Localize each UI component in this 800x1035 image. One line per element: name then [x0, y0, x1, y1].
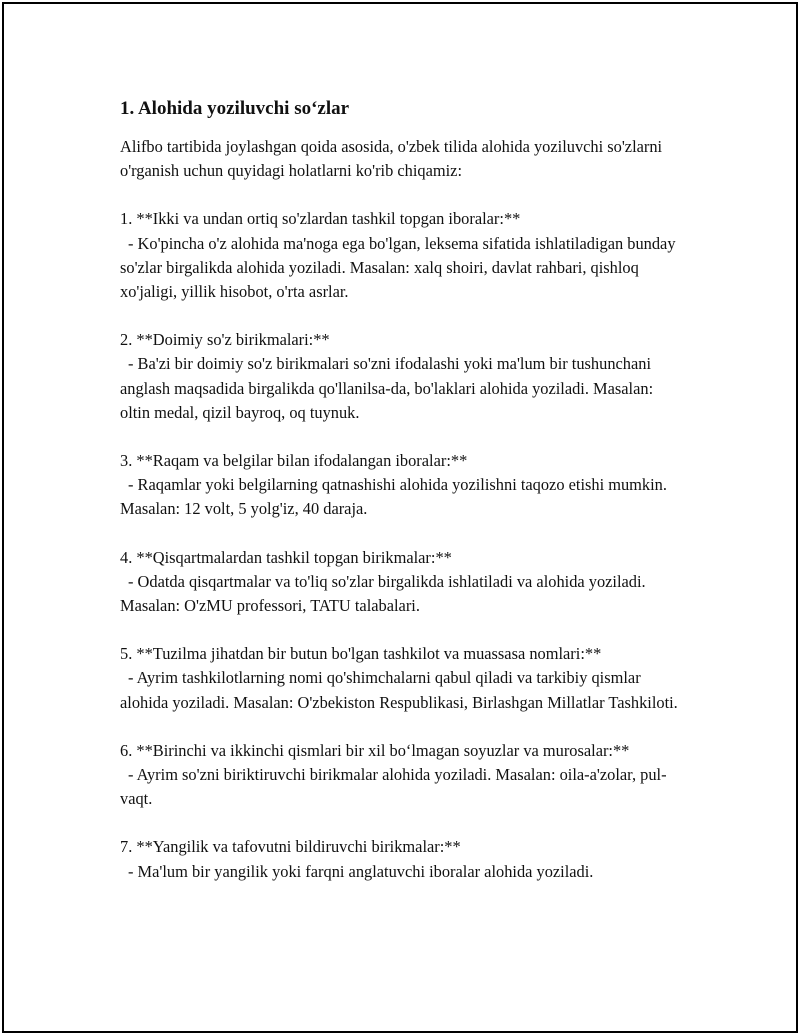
intro-paragraph: Alifbo tartibida joylashgan qoida asosida, o'zbek tilida alohida yoziluvchi so'zlarni o'rganish uchun quyidagi holatlarni ko'rib chiqamiz: [120, 137, 663, 181]
list-item-description: - Ba'zi bir doimiy so'z birikmalari so'zni ifodalashi yoki ma'lum bir tushunchani anglash maqsadida birgalikda qo'llanilsa-da, bo'laklari alohida yoziladi. Masalan: oltin medal, qizil bayroq, oq tuynuk. [120, 354, 654, 422]
list-item-heading: 4. **Qisqartmalardan tashkil topgan birikmalar:** [120, 547, 452, 567]
list-item-description: - Odatda qisqartmalar va to'liq so'zlar birgalikda ishlatiladi va alohida yoziladi. Masalan: O'zMU professori, TATU talabalari. [120, 571, 646, 616]
list-item-3 [120, 449, 680, 522]
list-item-6 [120, 739, 680, 812]
list-item-4 [120, 546, 680, 619]
list-item-7 [120, 835, 680, 883]
list-item-heading: 1. **Ikki va undan ortiq so'zlardan tashkil topgan iboralar:** [120, 209, 521, 229]
list-item-heading: 7. **Yangilik va tafovutni bildiruvchi birikmalar:** [120, 837, 461, 857]
list-item-2 [120, 328, 680, 425]
list-item-description: - Ayrim tashkilotlarning nomi qo'shimchalarni qabul qiladi va tarkibiy qismlar alohida yoziladi. Masalan: O'zbekiston Respublikasi, Birlashgan Millatlar Tashkiloti. [120, 668, 678, 712]
list-item-5 [120, 642, 680, 715]
list-item-description: - Ko'pincha o'z alohida ma'noga ega bo'lgan, leksema sifatida ishlatiladigan bunday so'zlar birgalikda alohida yoziladi. Masalan: xalq shoiri, davlat rahbari, qishloq xo'jaligi, yillik hisobot, o'rta asrlar. [120, 233, 676, 302]
list-item-description: - Ayrim so'zni biriktiruvchi birikmalar alohida yoziladi. Masalan: oila-a'zolar, pul-vaqt. [120, 765, 667, 809]
document-page [2, 2, 798, 1033]
list-item-description: - Raqamlar yoki belgilarning qatnashishi alohida yozilishni taqozo etishi mumkin. Masalan: 12 volt, 5 yolg'iz, 40 daraja. [120, 475, 667, 519]
list-item-description: - Ma'lum bir yangilik yoki farqni anglatuvchi iboralar alohida yoziladi. [128, 861, 594, 881]
section-title: 1. Alohida yoziluvchi so‘zlar [120, 98, 350, 119]
list-item-heading: 2. **Doimiy so'z birikmalari:** [120, 330, 330, 350]
document-content [120, 97, 680, 908]
list-item-heading: 6. **Birinchi va ikkinchi qismlari bir xil bo‘lmagan soyuzlar va murosalar:** [120, 740, 630, 760]
list-item-heading: 3. **Raqam va belgilar bilan ifodalangan iboralar:** [120, 451, 468, 471]
list-item-heading: 5. **Tuzilma jihatdan bir butun bo'lgan tashkilot va muassasa nomlari:** [120, 644, 602, 664]
list-item-1 [120, 207, 680, 304]
